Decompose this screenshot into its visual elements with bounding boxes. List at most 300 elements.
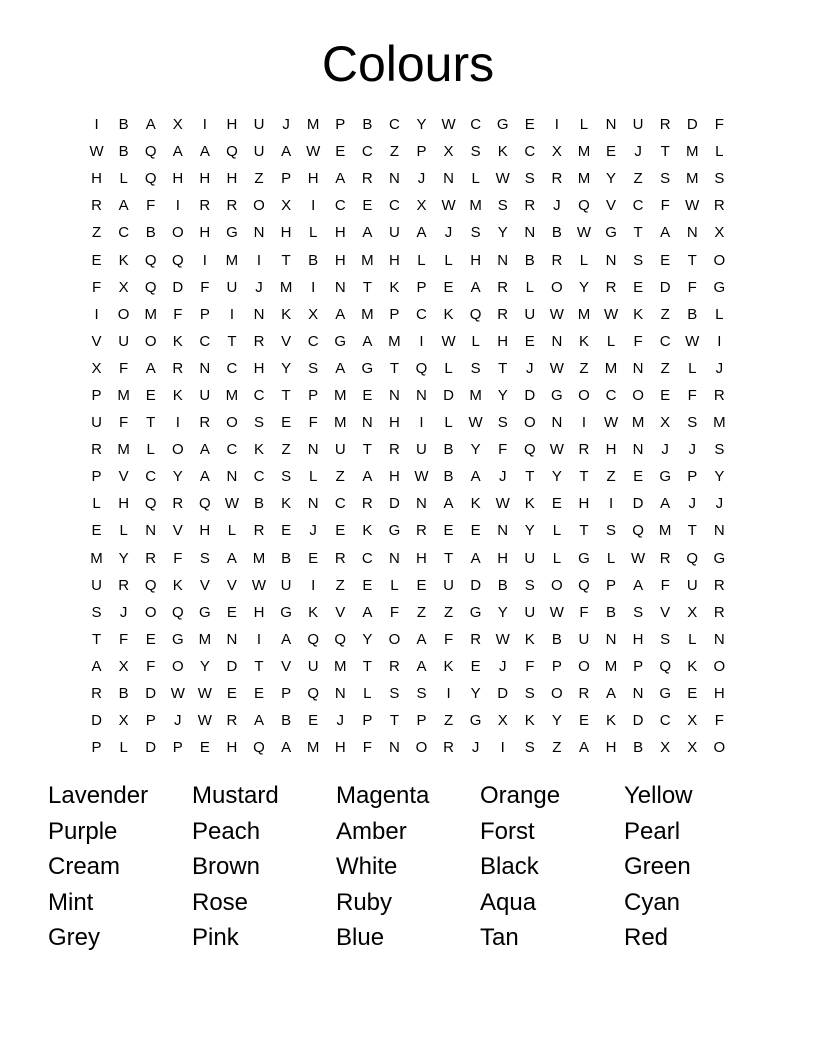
grid-letter[interactable]: O bbox=[171, 224, 184, 242]
grid-letter[interactable]: P bbox=[308, 386, 319, 404]
grid-letter[interactable]: X bbox=[416, 197, 427, 215]
grid-letter[interactable]: M bbox=[604, 657, 618, 675]
grid-letter[interactable]: W bbox=[495, 630, 510, 648]
grid-letter[interactable]: L bbox=[390, 576, 399, 594]
grid-letter[interactable]: F bbox=[498, 441, 508, 459]
grid-letter[interactable]: N bbox=[253, 224, 265, 242]
grid-letter[interactable]: C bbox=[253, 386, 265, 404]
grid-letter[interactable]: R bbox=[578, 685, 590, 703]
grid-letter[interactable]: H bbox=[578, 495, 590, 513]
grid-letter[interactable]: A bbox=[362, 468, 373, 486]
grid-letter[interactable]: N bbox=[388, 739, 400, 757]
grid-letter[interactable]: F bbox=[525, 657, 535, 675]
grid-letter[interactable]: B bbox=[687, 305, 698, 323]
grid-letter[interactable]: K bbox=[172, 576, 183, 594]
grid-letter[interactable]: V bbox=[199, 576, 210, 594]
grid-letter[interactable]: Y bbox=[416, 116, 427, 134]
grid-letter[interactable]: R bbox=[605, 278, 617, 296]
grid-letter[interactable]: K bbox=[281, 305, 292, 323]
grid-letter[interactable]: R bbox=[470, 630, 482, 648]
grid-letter[interactable]: M bbox=[279, 278, 293, 296]
grid-letter[interactable]: K bbox=[254, 441, 265, 459]
grid-letter[interactable]: M bbox=[631, 414, 645, 432]
grid-letter[interactable]: D bbox=[388, 495, 400, 513]
grid-letter[interactable]: K bbox=[172, 386, 183, 404]
grid-letter[interactable]: W bbox=[603, 305, 619, 323]
grid-letter[interactable]: R bbox=[253, 332, 265, 350]
grid-letter[interactable]: F bbox=[714, 116, 724, 134]
grid-letter[interactable]: C bbox=[470, 116, 482, 134]
grid-letter[interactable]: F bbox=[200, 278, 210, 296]
grid-letter[interactable]: L bbox=[363, 685, 372, 703]
grid-letter[interactable]: H bbox=[199, 522, 211, 540]
grid-letter[interactable]: R bbox=[578, 441, 590, 459]
grid-letter[interactable]: H bbox=[253, 359, 265, 377]
grid-letter[interactable]: E bbox=[687, 685, 698, 703]
grid-letter[interactable]: H bbox=[605, 441, 617, 459]
grid-letter[interactable]: Y bbox=[497, 224, 508, 242]
grid-letter[interactable]: R bbox=[497, 305, 509, 323]
grid-letter[interactable]: Q bbox=[144, 251, 157, 269]
grid-letter[interactable]: I bbox=[94, 305, 99, 323]
grid-letter[interactable]: U bbox=[334, 441, 346, 459]
grid-letter[interactable]: P bbox=[335, 116, 346, 134]
grid-letter[interactable]: U bbox=[416, 441, 427, 459]
grid-letter[interactable]: Q bbox=[171, 603, 184, 621]
grid-letter[interactable]: O bbox=[144, 332, 157, 350]
grid-letter[interactable]: X bbox=[497, 712, 508, 730]
grid-letter[interactable]: X bbox=[660, 739, 671, 757]
grid-letter[interactable]: M bbox=[686, 170, 699, 188]
grid-letter[interactable]: E bbox=[335, 522, 346, 540]
grid-letter[interactable]: R bbox=[713, 386, 725, 404]
grid-letter[interactable]: E bbox=[470, 522, 481, 540]
grid-letter[interactable]: J bbox=[282, 116, 290, 134]
grid-letter[interactable]: E bbox=[551, 495, 562, 513]
grid-letter[interactable]: K bbox=[633, 305, 644, 323]
grid-letter[interactable]: A bbox=[470, 549, 481, 567]
grid-letter[interactable]: K bbox=[606, 712, 617, 730]
grid-letter[interactable]: N bbox=[686, 224, 698, 242]
grid-letter[interactable]: A bbox=[660, 495, 671, 513]
grid-letter[interactable]: R bbox=[226, 197, 238, 215]
grid-letter[interactable]: A bbox=[416, 657, 427, 675]
grid-letter[interactable]: N bbox=[199, 359, 211, 377]
grid-letter[interactable]: S bbox=[633, 603, 644, 621]
grid-letter[interactable]: P bbox=[91, 468, 102, 486]
grid-letter[interactable]: G bbox=[713, 549, 726, 567]
grid-letter[interactable]: K bbox=[118, 251, 129, 269]
grid-letter[interactable]: O bbox=[551, 685, 563, 703]
grid-letter[interactable]: E bbox=[660, 386, 671, 404]
grid-letter[interactable]: W bbox=[441, 332, 456, 350]
grid-letter[interactable]: Q bbox=[632, 522, 644, 540]
grid-letter[interactable]: U bbox=[388, 224, 400, 242]
grid-letter[interactable]: F bbox=[660, 576, 670, 594]
grid-letter[interactable]: C bbox=[361, 143, 373, 161]
grid-letter[interactable]: L bbox=[552, 549, 562, 567]
grid-letter[interactable]: J bbox=[661, 441, 669, 459]
grid-letter[interactable]: A bbox=[226, 549, 237, 567]
grid-letter[interactable]: A bbox=[145, 116, 156, 134]
grid-letter[interactable]: H bbox=[470, 251, 482, 269]
grid-letter[interactable]: P bbox=[389, 305, 400, 323]
grid-letter[interactable]: G bbox=[334, 332, 347, 350]
grid-letter[interactable]: M bbox=[658, 522, 672, 540]
grid-letter[interactable]: S bbox=[470, 224, 481, 242]
grid-letter[interactable]: B bbox=[281, 712, 292, 730]
grid-letter[interactable]: V bbox=[281, 332, 292, 350]
grid-letter[interactable]: N bbox=[361, 414, 373, 432]
grid-letter[interactable]: M bbox=[361, 251, 374, 269]
grid-letter[interactable]: D bbox=[145, 685, 157, 703]
grid-letter[interactable]: M bbox=[306, 116, 320, 134]
grid-letter[interactable]: N bbox=[307, 441, 319, 459]
grid-letter[interactable]: K bbox=[687, 657, 698, 675]
grid-letter[interactable]: L bbox=[444, 414, 453, 432]
grid-letter[interactable]: H bbox=[226, 116, 238, 134]
grid-letter[interactable]: M bbox=[306, 739, 320, 757]
grid-letter[interactable]: H bbox=[253, 603, 265, 621]
grid-letter[interactable]: Z bbox=[443, 603, 454, 621]
grid-letter[interactable]: I bbox=[581, 414, 587, 432]
grid-letter[interactable]: Q bbox=[307, 685, 319, 703]
grid-letter[interactable]: R bbox=[497, 278, 509, 296]
grid-letter[interactable]: Q bbox=[144, 170, 157, 188]
grid-letter[interactable]: L bbox=[525, 278, 534, 296]
grid-letter[interactable]: R bbox=[659, 549, 671, 567]
grid-letter[interactable]: Q bbox=[578, 576, 590, 594]
grid-letter[interactable]: P bbox=[416, 712, 427, 730]
grid-letter[interactable]: K bbox=[524, 712, 535, 730]
grid-letter[interactable]: Z bbox=[335, 576, 345, 594]
grid-letter[interactable]: C bbox=[334, 495, 346, 513]
grid-letter[interactable]: A bbox=[470, 278, 481, 296]
grid-letter[interactable]: W bbox=[549, 603, 564, 621]
grid-letter[interactable]: R bbox=[145, 549, 157, 567]
grid-letter[interactable]: S bbox=[416, 685, 427, 703]
grid-letter[interactable]: G bbox=[605, 224, 617, 242]
grid-letter[interactable]: J bbox=[688, 441, 696, 459]
grid-letter[interactable]: D bbox=[91, 712, 102, 730]
grid-letter[interactable]: E bbox=[443, 522, 454, 540]
grid-letter[interactable]: E bbox=[145, 630, 156, 648]
grid-letter[interactable]: Y bbox=[578, 278, 589, 296]
grid-letter[interactable]: L bbox=[444, 251, 453, 269]
grid-letter[interactable]: J bbox=[526, 359, 534, 377]
grid-letter[interactable]: W bbox=[685, 332, 700, 350]
grid-letter[interactable]: C bbox=[524, 143, 536, 161]
grid-letter[interactable]: O bbox=[144, 603, 157, 621]
grid-letter[interactable]: V bbox=[281, 657, 292, 675]
grid-letter[interactable]: M bbox=[90, 549, 103, 567]
grid-letter[interactable]: R bbox=[91, 685, 102, 703]
grid-letter[interactable]: H bbox=[199, 170, 211, 188]
grid-letter[interactable]: C bbox=[605, 386, 617, 404]
grid-letter[interactable]: O bbox=[713, 657, 726, 675]
grid-letter[interactable]: H bbox=[334, 224, 346, 242]
grid-letter[interactable]: A bbox=[416, 630, 427, 648]
grid-letter[interactable]: L bbox=[688, 359, 697, 377]
grid-letter[interactable]: B bbox=[145, 224, 156, 242]
grid-letter[interactable]: Q bbox=[334, 630, 347, 648]
grid-letter[interactable]: L bbox=[119, 522, 128, 540]
grid-letter[interactable]: N bbox=[226, 630, 238, 648]
grid-letter[interactable]: M bbox=[144, 305, 157, 323]
grid-letter[interactable]: U bbox=[686, 576, 698, 594]
grid-letter[interactable]: I bbox=[419, 332, 424, 350]
grid-letter[interactable]: N bbox=[497, 251, 509, 269]
grid-letter[interactable]: S bbox=[254, 414, 265, 432]
grid-letter[interactable]: B bbox=[633, 739, 644, 757]
grid-letter[interactable]: Z bbox=[281, 441, 291, 459]
grid-letter[interactable]: M bbox=[469, 197, 482, 215]
grid-letter[interactable]: U bbox=[307, 657, 319, 675]
grid-letter[interactable]: P bbox=[91, 386, 102, 404]
grid-letter[interactable]: V bbox=[335, 603, 346, 621]
grid-letter[interactable]: H bbox=[416, 549, 427, 567]
grid-letter[interactable]: F bbox=[687, 278, 697, 296]
grid-letter[interactable]: S bbox=[470, 143, 481, 161]
grid-letter[interactable]: T bbox=[254, 657, 264, 675]
grid-letter[interactable]: S bbox=[524, 685, 535, 703]
grid-letter[interactable]: E bbox=[606, 143, 617, 161]
grid-letter[interactable]: M bbox=[117, 386, 130, 404]
grid-letter[interactable]: E bbox=[660, 251, 671, 269]
grid-letter[interactable]: Z bbox=[660, 359, 670, 377]
grid-letter[interactable]: I bbox=[229, 305, 235, 323]
grid-letter[interactable]: K bbox=[497, 143, 508, 161]
grid-letter[interactable]: J bbox=[715, 495, 724, 513]
grid-letter[interactable]: A bbox=[199, 441, 210, 459]
grid-letter[interactable]: F bbox=[633, 332, 643, 350]
grid-letter[interactable]: S bbox=[714, 441, 725, 459]
grid-letter[interactable]: B bbox=[118, 116, 129, 134]
grid-letter[interactable]: A bbox=[443, 495, 454, 513]
grid-letter[interactable]: H bbox=[334, 739, 346, 757]
grid-letter[interactable]: E bbox=[281, 522, 292, 540]
grid-letter[interactable]: P bbox=[687, 468, 698, 486]
grid-letter[interactable]: E bbox=[254, 685, 265, 703]
grid-letter[interactable]: W bbox=[685, 197, 700, 215]
grid-letter[interactable]: W bbox=[224, 495, 240, 513]
grid-letter[interactable]: T bbox=[362, 278, 372, 296]
grid-letter[interactable]: O bbox=[388, 630, 401, 648]
grid-letter[interactable]: W bbox=[576, 224, 592, 242]
grid-letter[interactable]: G bbox=[388, 522, 401, 540]
grid-letter[interactable]: M bbox=[117, 441, 130, 459]
grid-letter[interactable]: N bbox=[551, 414, 563, 432]
grid-letter[interactable]: P bbox=[416, 278, 427, 296]
grid-letter[interactable]: D bbox=[686, 116, 698, 134]
grid-letter[interactable]: T bbox=[227, 332, 237, 350]
grid-letter[interactable]: P bbox=[145, 712, 156, 730]
grid-letter[interactable]: S bbox=[606, 522, 617, 540]
grid-letter[interactable]: S bbox=[524, 576, 535, 594]
grid-letter[interactable]: T bbox=[498, 359, 508, 377]
grid-letter[interactable]: C bbox=[361, 549, 373, 567]
grid-letter[interactable]: B bbox=[118, 685, 129, 703]
grid-letter[interactable]: L bbox=[552, 522, 562, 540]
grid-letter[interactable]: O bbox=[226, 414, 238, 432]
grid-letter[interactable]: G bbox=[713, 278, 726, 296]
grid-letter[interactable]: F bbox=[579, 603, 589, 621]
grid-letter[interactable]: Y bbox=[172, 468, 183, 486]
grid-letter[interactable]: W bbox=[549, 305, 564, 323]
grid-letter[interactable]: R bbox=[361, 170, 373, 188]
grid-letter[interactable]: I bbox=[311, 576, 316, 594]
grid-letter[interactable]: A bbox=[362, 332, 373, 350]
grid-letter[interactable]: Z bbox=[416, 603, 427, 621]
grid-letter[interactable]: A bbox=[578, 739, 589, 757]
grid-letter[interactable]: O bbox=[171, 657, 184, 675]
grid-letter[interactable]: I bbox=[256, 630, 262, 648]
grid-letter[interactable]: O bbox=[632, 386, 644, 404]
grid-letter[interactable]: C bbox=[307, 332, 319, 350]
grid-letter[interactable]: N bbox=[551, 332, 563, 350]
grid-letter[interactable]: N bbox=[605, 630, 617, 648]
grid-letter[interactable]: I bbox=[717, 332, 722, 350]
grid-letter[interactable]: M bbox=[604, 359, 618, 377]
grid-letter[interactable]: Q bbox=[226, 143, 238, 161]
grid-letter[interactable]: T bbox=[687, 522, 697, 540]
grid-letter[interactable]: Q bbox=[199, 495, 211, 513]
grid-letter[interactable]: A bbox=[281, 630, 292, 648]
grid-letter[interactable]: D bbox=[470, 576, 482, 594]
grid-letter[interactable]: S bbox=[524, 170, 535, 188]
grid-letter[interactable]: W bbox=[603, 414, 619, 432]
grid-letter[interactable]: F bbox=[714, 712, 724, 730]
grid-letter[interactable]: X bbox=[660, 414, 671, 432]
grid-letter[interactable]: P bbox=[606, 576, 617, 594]
letter-grid[interactable] bbox=[83, 111, 733, 761]
grid-letter[interactable]: D bbox=[632, 712, 644, 730]
grid-letter[interactable]: M bbox=[333, 414, 347, 432]
grid-letter[interactable]: F bbox=[119, 359, 129, 377]
grid-letter[interactable]: S bbox=[687, 414, 698, 432]
grid-letter[interactable]: S bbox=[308, 359, 319, 377]
grid-letter[interactable]: C bbox=[659, 712, 671, 730]
grid-letter[interactable]: Y bbox=[606, 170, 617, 188]
grid-letter[interactable]: L bbox=[579, 251, 589, 269]
grid-letter[interactable]: Q bbox=[144, 576, 157, 594]
grid-letter[interactable]: T bbox=[281, 386, 291, 404]
grid-letter[interactable]: O bbox=[551, 278, 563, 296]
grid-letter[interactable]: O bbox=[713, 739, 726, 757]
grid-letter[interactable]: N bbox=[416, 386, 427, 404]
grid-letter[interactable]: W bbox=[549, 441, 564, 459]
grid-letter[interactable]: N bbox=[605, 116, 617, 134]
grid-letter[interactable]: H bbox=[226, 739, 238, 757]
grid-letter[interactable]: E bbox=[524, 332, 535, 350]
grid-letter[interactable]: R bbox=[713, 603, 725, 621]
grid-letter[interactable]: F bbox=[91, 278, 102, 296]
grid-letter[interactable]: H bbox=[334, 251, 346, 269]
grid-letter[interactable]: W bbox=[197, 685, 212, 703]
grid-letter[interactable]: O bbox=[415, 739, 428, 757]
grid-letter[interactable]: W bbox=[306, 143, 321, 161]
grid-letter[interactable]: R bbox=[388, 657, 400, 675]
grid-letter[interactable]: Z bbox=[606, 468, 616, 486]
grid-letter[interactable]: Q bbox=[171, 251, 184, 269]
grid-letter[interactable]: G bbox=[551, 386, 563, 404]
grid-letter[interactable]: U bbox=[280, 576, 292, 594]
grid-letter[interactable]: G bbox=[280, 603, 292, 621]
grid-letter[interactable]: R bbox=[443, 739, 454, 757]
grid-letter[interactable]: I bbox=[608, 495, 614, 513]
grid-letter[interactable]: R bbox=[226, 712, 238, 730]
grid-letter[interactable]: M bbox=[361, 305, 374, 323]
grid-letter[interactable]: Z bbox=[254, 170, 264, 188]
grid-letter[interactable]: T bbox=[579, 468, 589, 486]
grid-letter[interactable]: I bbox=[256, 251, 262, 269]
grid-letter[interactable]: L bbox=[688, 630, 697, 648]
grid-letter[interactable]: L bbox=[308, 468, 318, 486]
grid-letter[interactable]: V bbox=[226, 576, 237, 594]
grid-letter[interactable]: L bbox=[308, 224, 318, 242]
grid-letter[interactable]: I bbox=[500, 739, 505, 757]
grid-letter[interactable]: E bbox=[362, 197, 373, 215]
grid-letter[interactable]: O bbox=[253, 197, 265, 215]
grid-letter[interactable]: B bbox=[362, 116, 373, 134]
grid-letter[interactable]: T bbox=[660, 143, 670, 161]
grid-letter[interactable]: J bbox=[309, 522, 317, 540]
grid-letter[interactable]: O bbox=[117, 305, 130, 323]
grid-letter[interactable]: A bbox=[172, 143, 183, 161]
grid-letter[interactable]: X bbox=[687, 739, 698, 757]
grid-letter[interactable]: N bbox=[334, 278, 346, 296]
grid-letter[interactable]: J bbox=[336, 712, 344, 730]
grid-letter[interactable]: G bbox=[361, 359, 374, 377]
grid-letter[interactable]: N bbox=[307, 495, 319, 513]
grid-letter[interactable]: Y bbox=[281, 359, 292, 377]
grid-letter[interactable]: W bbox=[170, 685, 185, 703]
grid-letter[interactable]: J bbox=[634, 143, 642, 161]
grid-letter[interactable]: J bbox=[471, 739, 480, 757]
grid-letter[interactable]: W bbox=[631, 549, 646, 567]
grid-letter[interactable]: Y bbox=[524, 522, 535, 540]
grid-letter[interactable]: T bbox=[687, 251, 697, 269]
grid-letter[interactable]: L bbox=[119, 739, 128, 757]
grid-letter[interactable]: C bbox=[226, 441, 238, 459]
grid-letter[interactable]: N bbox=[443, 170, 454, 188]
grid-letter[interactable]: L bbox=[444, 359, 453, 377]
grid-letter[interactable]: V bbox=[172, 522, 183, 540]
grid-letter[interactable]: Q bbox=[415, 359, 428, 377]
grid-letter[interactable]: S bbox=[714, 170, 725, 188]
grid-letter[interactable]: Z bbox=[633, 170, 643, 188]
grid-letter[interactable]: L bbox=[119, 170, 128, 188]
grid-letter[interactable]: B bbox=[497, 576, 508, 594]
grid-letter[interactable]: E bbox=[633, 468, 644, 486]
grid-letter[interactable]: C bbox=[388, 197, 400, 215]
grid-letter[interactable]: M bbox=[198, 630, 212, 648]
grid-letter[interactable]: B bbox=[606, 603, 617, 621]
grid-letter[interactable]: C bbox=[416, 305, 427, 323]
grid-letter[interactable]: X bbox=[281, 197, 292, 215]
grid-letter[interactable]: D bbox=[226, 657, 238, 675]
grid-letter[interactable]: W bbox=[414, 468, 429, 486]
grid-letter[interactable]: D bbox=[443, 386, 454, 404]
grid-letter[interactable]: U bbox=[118, 332, 130, 350]
grid-letter[interactable]: A bbox=[199, 468, 210, 486]
grid-letter[interactable]: L bbox=[606, 549, 616, 567]
grid-letter[interactable]: D bbox=[632, 495, 644, 513]
grid-letter[interactable]: C bbox=[334, 197, 346, 215]
grid-letter[interactable]: J bbox=[688, 495, 696, 513]
grid-letter[interactable]: J bbox=[553, 197, 561, 215]
grid-letter[interactable]: S bbox=[91, 603, 102, 621]
